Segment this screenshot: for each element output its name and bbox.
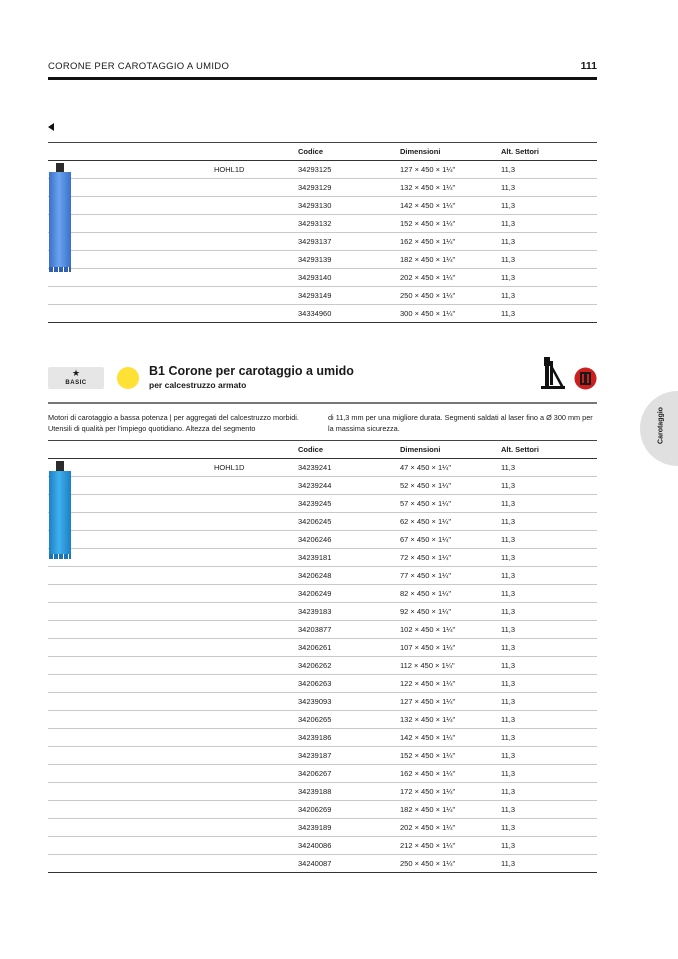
cell-code: 34206261 bbox=[298, 643, 332, 652]
cell-code: 34239188 bbox=[298, 787, 332, 796]
table-row bbox=[48, 675, 597, 693]
cell-code: 34239189 bbox=[298, 823, 332, 832]
cell-segment-height: 11,3 bbox=[501, 841, 516, 850]
star-icon: ★ bbox=[71, 368, 81, 378]
cell-code: 34206248 bbox=[298, 571, 332, 580]
cell-segment-height: 11,3 bbox=[501, 823, 516, 832]
description-right: di 11,3 mm per una migliore durata. Segmenti saldati al laser fino a Ø 300 mm per la massima sicurezza. bbox=[328, 413, 593, 433]
cell-dimensions: 112 × 450 × 1¼" bbox=[400, 661, 455, 670]
table-row bbox=[48, 657, 597, 675]
cell-segment-height: 11,3 bbox=[501, 787, 516, 796]
cell-code: 34206267 bbox=[298, 769, 332, 778]
yellow-dot-icon bbox=[117, 367, 139, 389]
cell-code: 34293149 bbox=[298, 291, 332, 300]
cell-segment-height: 11,3 bbox=[501, 697, 516, 706]
cell-segment-height: 11,3 bbox=[501, 255, 516, 264]
product-table-bottom bbox=[48, 441, 597, 873]
cell-dimensions: 202 × 450 × 1¼" bbox=[400, 823, 456, 832]
cell-code: 34293140 bbox=[298, 273, 332, 282]
cell-segment-height: 11,3 bbox=[501, 661, 516, 670]
cell-dimensions: 250 × 450 × 1¼" bbox=[400, 859, 456, 868]
cell-dimensions: 152 × 450 × 1¼" bbox=[400, 751, 456, 760]
cell-segment-height: 11,3 bbox=[501, 291, 516, 300]
cell-dimensions: 250 × 450 × 1¼" bbox=[400, 291, 456, 300]
cell-dimensions: 132 × 450 × 1¼" bbox=[400, 715, 456, 724]
cell-code: 34239245 bbox=[298, 499, 332, 508]
col-header-segment-height: Alt. Settori bbox=[501, 147, 539, 156]
cell-segment-height: 11,3 bbox=[501, 201, 516, 210]
cell-code: 34206262 bbox=[298, 661, 332, 670]
back-arrow-icon[interactable] bbox=[48, 123, 54, 131]
table-row bbox=[48, 855, 597, 873]
table-row bbox=[48, 819, 597, 837]
cell-segment-height: 11,3 bbox=[501, 571, 516, 580]
table-body bbox=[48, 459, 597, 873]
table-row bbox=[48, 711, 597, 729]
cell-segment-height: 11,3 bbox=[501, 183, 516, 192]
cell-segment-height: 11,3 bbox=[501, 643, 516, 652]
cell-code: 34239241 bbox=[298, 463, 332, 472]
cell-code: 34239181 bbox=[298, 553, 332, 562]
cell-code: 34293125 bbox=[298, 165, 332, 174]
table-row bbox=[48, 233, 597, 251]
cell-dimensions: 212 × 450 × 1¼" bbox=[400, 841, 456, 850]
cell-code: 34206269 bbox=[298, 805, 332, 814]
cell-code: 34239183 bbox=[298, 607, 332, 616]
cell-code: 34239093 bbox=[298, 697, 332, 706]
cell-segment-height: 11,3 bbox=[501, 273, 516, 282]
table-row bbox=[48, 197, 597, 215]
table-row bbox=[48, 513, 597, 531]
cell-dimensions: 62 × 450 × 1¼" bbox=[400, 517, 452, 526]
cell-dimensions: 102 × 450 × 1¼" bbox=[400, 625, 456, 634]
product-type-label: HOHL1D bbox=[214, 165, 245, 174]
table-row bbox=[48, 305, 597, 323]
col-header-code: Codice bbox=[298, 445, 324, 454]
col-header-dimensions: Dimensioni bbox=[400, 147, 441, 156]
cell-dimensions: 202 × 450 × 1¼" bbox=[400, 273, 456, 282]
section-subtitle: per calcestruzzo armato bbox=[149, 380, 247, 390]
core-drill-image-bottom bbox=[48, 461, 72, 561]
cell-dimensions: 82 × 450 × 1¼" bbox=[400, 589, 452, 598]
table-body bbox=[48, 161, 597, 323]
cell-dimensions: 132 × 450 × 1¼" bbox=[400, 183, 456, 192]
col-header-dimensions: Dimensioni bbox=[400, 445, 441, 454]
cell-dimensions: 172 × 450 × 1¼" bbox=[400, 787, 456, 796]
concrete-core-icon bbox=[574, 367, 597, 390]
table-row bbox=[48, 765, 597, 783]
header-rule bbox=[48, 77, 597, 80]
cell-code: 34206265 bbox=[298, 715, 332, 724]
cell-dimensions: 47 × 450 × 1¼" bbox=[400, 463, 452, 472]
table-row bbox=[48, 801, 597, 819]
cell-dimensions: 127 × 450 × 1¼" bbox=[400, 697, 456, 706]
cell-segment-height: 11,3 bbox=[501, 309, 516, 318]
table-header bbox=[48, 441, 597, 459]
cell-dimensions: 182 × 450 × 1¼" bbox=[400, 805, 456, 814]
table-row bbox=[48, 567, 597, 585]
table-row bbox=[48, 603, 597, 621]
product-type-label: HOHL1D bbox=[214, 463, 245, 472]
table-row bbox=[48, 585, 597, 603]
table-row bbox=[48, 639, 597, 657]
cell-segment-height: 11,3 bbox=[501, 553, 516, 562]
cell-segment-height: 11,3 bbox=[501, 499, 516, 508]
cell-segment-height: 11,3 bbox=[501, 237, 516, 246]
cell-dimensions: 162 × 450 × 1¼" bbox=[400, 237, 456, 246]
table-row bbox=[48, 549, 597, 567]
table-row bbox=[48, 729, 597, 747]
cell-dimensions: 127 × 450 × 1¼" bbox=[400, 165, 456, 174]
col-header-segment-height: Alt. Settori bbox=[501, 445, 539, 454]
cell-dimensions: 92 × 450 × 1¼" bbox=[400, 607, 452, 616]
table-row bbox=[48, 477, 597, 495]
section-title: B1 Corone per carotaggio a umido bbox=[149, 364, 354, 378]
col-header-code: Codice bbox=[298, 147, 324, 156]
cell-code: 34293129 bbox=[298, 183, 332, 192]
cell-segment-height: 11,3 bbox=[501, 679, 516, 688]
cell-code: 34206263 bbox=[298, 679, 332, 688]
cell-code: 34206249 bbox=[298, 589, 332, 598]
cell-code: 34240087 bbox=[298, 859, 332, 868]
table-row bbox=[48, 287, 597, 305]
cell-dimensions: 72 × 450 × 1¼" bbox=[400, 553, 452, 562]
cell-code: 34240086 bbox=[298, 841, 332, 850]
cell-segment-height: 11,3 bbox=[501, 517, 516, 526]
cell-segment-height: 11,3 bbox=[501, 165, 516, 174]
cell-segment-height: 11,3 bbox=[501, 625, 516, 634]
core-drill-image-top bbox=[48, 163, 72, 273]
core-drill-rig-icon bbox=[541, 357, 565, 389]
cell-dimensions: 107 × 450 × 1¼" bbox=[400, 643, 456, 652]
cell-code: 34206245 bbox=[298, 517, 332, 526]
cell-code: 34334960 bbox=[298, 309, 332, 318]
table-header bbox=[48, 143, 597, 161]
table-row bbox=[48, 621, 597, 639]
cell-code: 34206246 bbox=[298, 535, 332, 544]
table-row bbox=[48, 459, 597, 477]
product-table-top bbox=[48, 143, 597, 323]
table-row bbox=[48, 693, 597, 711]
cell-segment-height: 11,3 bbox=[501, 219, 516, 228]
cell-code: 34293130 bbox=[298, 201, 332, 210]
cell-segment-height: 11,3 bbox=[501, 805, 516, 814]
cell-dimensions: 162 × 450 × 1¼" bbox=[400, 769, 456, 778]
table-row bbox=[48, 531, 597, 549]
cell-segment-height: 11,3 bbox=[501, 535, 516, 544]
cell-code: 34293137 bbox=[298, 237, 332, 246]
cell-code: 34239186 bbox=[298, 733, 332, 742]
cell-dimensions: 57 × 450 × 1¼" bbox=[400, 499, 452, 508]
cell-code: 34239244 bbox=[298, 481, 332, 490]
cell-dimensions: 152 × 450 × 1¼" bbox=[400, 219, 456, 228]
cell-dimensions: 67 × 450 × 1¼" bbox=[400, 535, 452, 544]
description-left: Motori di carotaggio a bassa potenza | per aggregati del calcestruzzo morbidi. Utensili di qualità per l'impiego quotidiano. Altezza del segmento bbox=[48, 413, 299, 433]
cell-segment-height: 11,3 bbox=[501, 715, 516, 724]
cell-segment-height: 11,3 bbox=[501, 589, 516, 598]
table-row bbox=[48, 161, 597, 179]
page-number: 111 bbox=[580, 60, 597, 72]
cell-segment-height: 11,3 bbox=[501, 751, 516, 760]
table-row bbox=[48, 495, 597, 513]
side-tab-label: Carotaggio bbox=[657, 407, 665, 444]
table-row bbox=[48, 837, 597, 855]
cell-code: 34293139 bbox=[298, 255, 332, 264]
cell-segment-height: 11,3 bbox=[501, 607, 516, 616]
cell-dimensions: 52 × 450 × 1¼" bbox=[400, 481, 452, 490]
table-row bbox=[48, 179, 597, 197]
cell-dimensions: 77 × 450 × 1¼" bbox=[400, 571, 452, 580]
cell-code: 34203877 bbox=[298, 625, 332, 634]
cell-segment-height: 11,3 bbox=[501, 769, 516, 778]
cell-dimensions: 122 × 450 × 1¼" bbox=[400, 679, 456, 688]
table-row bbox=[48, 783, 597, 801]
cell-code: 34293132 bbox=[298, 219, 332, 228]
table-row bbox=[48, 215, 597, 233]
cell-segment-height: 11,3 bbox=[501, 859, 516, 868]
page-header-title: CORONE PER CAROTAGGIO A UMIDO bbox=[48, 61, 230, 72]
cell-dimensions: 142 × 450 × 1¼" bbox=[400, 201, 456, 210]
table-row bbox=[48, 747, 597, 765]
cell-segment-height: 11,3 bbox=[501, 463, 516, 472]
cell-dimensions: 182 × 450 × 1¼" bbox=[400, 255, 456, 264]
cell-dimensions: 300 × 450 × 1¼" bbox=[400, 309, 456, 318]
cell-segment-height: 11,3 bbox=[501, 481, 516, 490]
cell-segment-height: 11,3 bbox=[501, 733, 516, 742]
table-row bbox=[48, 269, 597, 287]
cell-dimensions: 142 × 450 × 1¼" bbox=[400, 733, 456, 742]
cell-code: 34239187 bbox=[298, 751, 332, 760]
badge-label: BASIC bbox=[65, 380, 87, 386]
table-row bbox=[48, 251, 597, 269]
section-rule bbox=[48, 402, 597, 404]
